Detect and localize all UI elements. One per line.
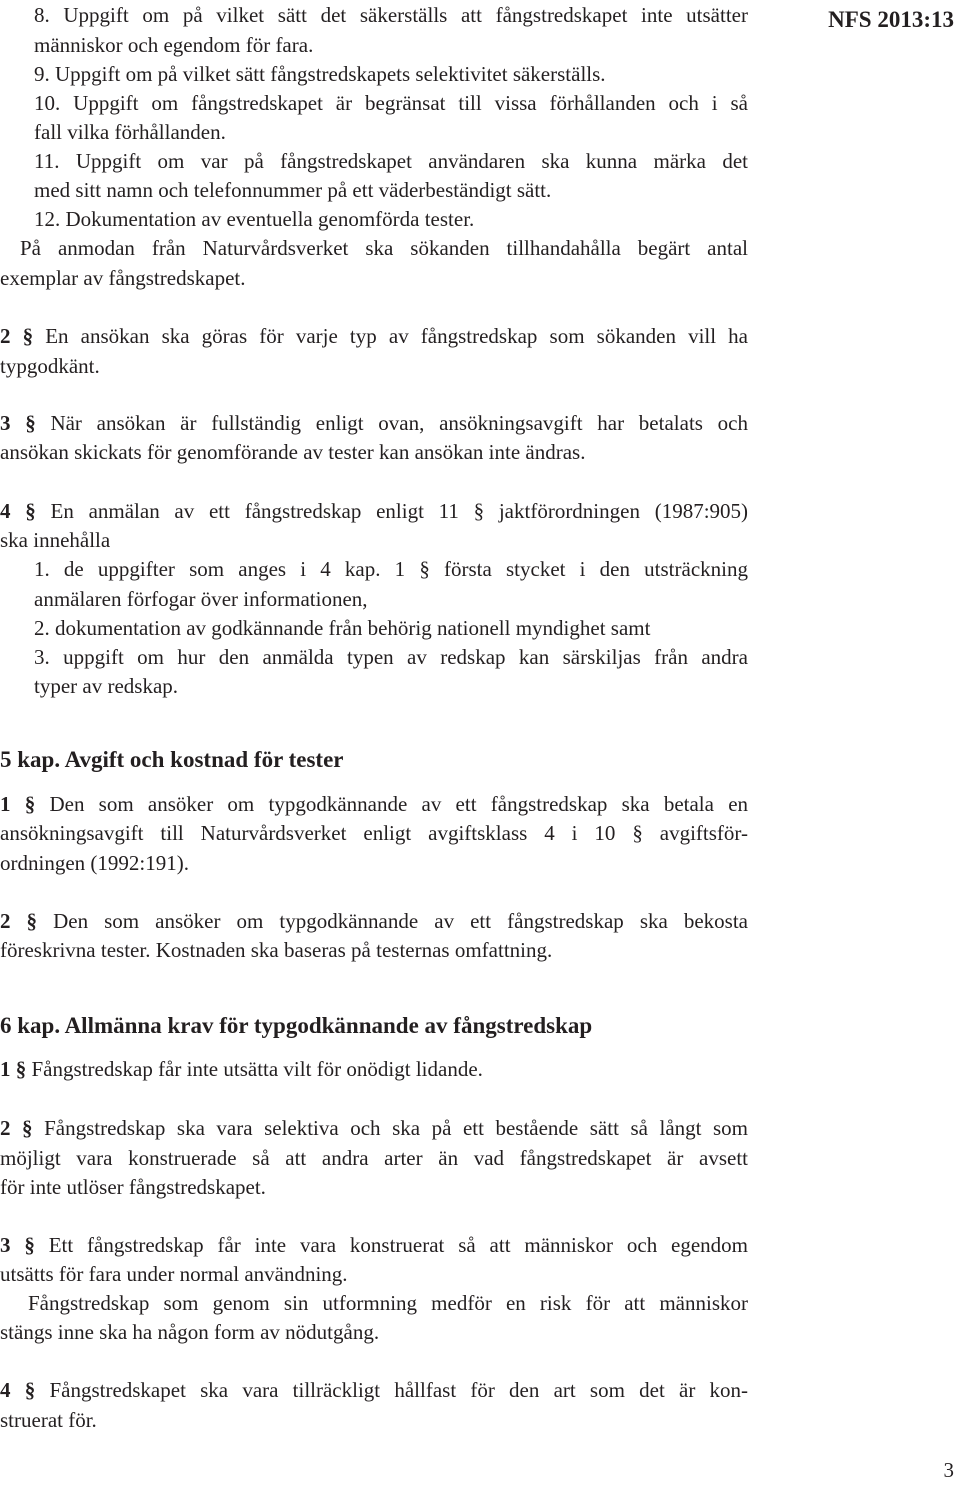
document-code: NFS 2013:13 bbox=[828, 7, 954, 32]
section-number: 4 § bbox=[0, 1378, 36, 1402]
section-4-item-3-line-1: 3. uppgift om hur den anmälda typen av redskap kan särskiljas från andra bbox=[34, 645, 748, 669]
section-2-line-2: typgodkänt. bbox=[0, 354, 100, 378]
section-number: 1 § bbox=[0, 1057, 27, 1081]
section-4-line-2: ska innehålla bbox=[0, 528, 111, 552]
section-3-line-2: ansökan skickats för genomförande av tester kan ansökan inte ändras. bbox=[0, 440, 586, 464]
chapter-6-section-4-line-2: struerat för. bbox=[0, 1408, 97, 1432]
chapter-6-section-2-line-3: för inte utlöser fångstredskapet. bbox=[0, 1175, 266, 1199]
section-4-line-1 bbox=[0, 497, 748, 526]
chapter-6-section-3-line-4: stängs inne ska ha någon form av nödutgång. bbox=[0, 1320, 380, 1344]
chapter-6-section-2-line-2: möjligt vara konstruerade så att andra arter än vad fångstredskapet är avsett bbox=[0, 1146, 748, 1170]
section-text: Ett fångstredskap får inte vara konstruerat så att människor och egendom bbox=[48, 1233, 749, 1257]
chapter-6-section-3-line-1 bbox=[0, 1231, 748, 1260]
chapter-5-section-1-line-3: ordningen (1992:191). bbox=[0, 851, 189, 875]
section-4-item-2: 2. dokumentation av godkännande från behörig nationell myndighet samt bbox=[34, 616, 651, 640]
chapter-6-section-4-line-1 bbox=[0, 1376, 748, 1405]
section-number: 3 § bbox=[0, 411, 36, 435]
section-text: Fångstredskapet ska vara tillräckligt hållfast för den art som det är kon- bbox=[49, 1378, 749, 1402]
section-number: 3 § bbox=[0, 1233, 35, 1257]
chapter-6-section-1 bbox=[0, 1055, 483, 1084]
chapter-5-heading: 5 kap. Avgift och kostnad för tester bbox=[0, 747, 344, 772]
chapter-6-section-3-line-2: utsätts för fara under normal användning. bbox=[0, 1262, 348, 1286]
list-item-9: 9. Uppgift om på vilket sätt fångstredskapets selektivitet säkerställs. bbox=[34, 62, 606, 86]
section-2-line-1 bbox=[0, 322, 748, 351]
section-4-item-1-line-1: 1. de uppgifter som anges i 4 kap. 1 § första stycket i den utsträckning bbox=[34, 557, 748, 581]
section-text: När ansökan är fullständig enligt ovan, ansökningsavgift har betalats och bbox=[50, 411, 748, 435]
section-number: 4 § bbox=[0, 499, 36, 523]
chapter-6-section-2-line-1 bbox=[0, 1114, 748, 1143]
section-4-item-1-line-2: anmälaren förfogar över informationen, bbox=[34, 587, 368, 611]
page-number: 3 bbox=[943, 1458, 954, 1482]
section-number: 2 § bbox=[0, 1116, 33, 1140]
chapter-6-section-3-line-3: Fångstredskap som genom sin utformning medför en risk för att människor bbox=[28, 1291, 748, 1315]
chapter-6-heading: 6 kap. Allmänna krav för typgodkännande av fångstredskap bbox=[0, 1013, 593, 1038]
section-text: En ansökan ska göras för varje typ av fångstredskap som sökanden vill ha bbox=[45, 324, 748, 348]
section-text: Fångstredskap får inte utsätta vilt för onödigt lidande. bbox=[31, 1057, 483, 1081]
list-item-11-line-1: 11. Uppgift om var på fångstredskapet användaren ska kunna märka det bbox=[34, 149, 748, 173]
chapter-5-section-2-line-2: föreskrivna tester. Kostnaden ska baseras på testernas omfattning. bbox=[0, 938, 553, 962]
list-item-8-line-1: 8. Uppgift om på vilket sätt det säkerställs att fångstredskapet inte utsätter bbox=[34, 3, 748, 27]
section-4-item-3-line-2: typer av redskap. bbox=[34, 674, 179, 698]
chapter-5-section-1-line-1 bbox=[0, 790, 748, 819]
section-number: 1 § bbox=[0, 792, 36, 816]
section-number: 2 § bbox=[0, 909, 38, 933]
list-item-8-line-2: människor och egendom för fara. bbox=[34, 33, 314, 57]
list-item-10-line-1: 10. Uppgift om fångstredskapet är begränsat till vissa förhållanden och i så bbox=[34, 91, 748, 115]
list-item-11-line-2: med sitt namn och telefonnummer på ett väderbeständigt sätt. bbox=[34, 178, 552, 202]
chapter-5-section-1-line-2: ansökningsavgift till Naturvårdsverket enligt avgiftsklass 4 i 10 § avgiftsför- bbox=[0, 821, 748, 845]
list-item-12: 12. Dokumentation av eventuella genomförda tester. bbox=[34, 207, 475, 231]
section-text: Fångstredskap ska vara selektiva och ska på ett bestående sätt så långt som bbox=[44, 1116, 749, 1140]
section-3-line-1 bbox=[0, 409, 748, 438]
section-number: 2 § bbox=[0, 324, 34, 348]
section-text: En anmälan av ett fångstredskap enligt 11 § jaktförordningen (1987:905) bbox=[50, 499, 749, 523]
paragraph-line: På anmodan från Naturvårdsverket ska sökanden tillhandahålla begärt antal bbox=[20, 236, 748, 260]
chapter-5-section-2-line-1 bbox=[0, 907, 748, 936]
list-item-10-line-2: fall vilka förhållanden. bbox=[34, 120, 226, 144]
section-text: Den som ansöker om typgodkännande av ett fångstredskap ska bekosta bbox=[53, 909, 749, 933]
paragraph-line: exemplar av fångstredskapet. bbox=[0, 266, 246, 290]
section-text: Den som ansöker om typgodkännande av ett fångstredskap ska betala en bbox=[49, 792, 749, 816]
